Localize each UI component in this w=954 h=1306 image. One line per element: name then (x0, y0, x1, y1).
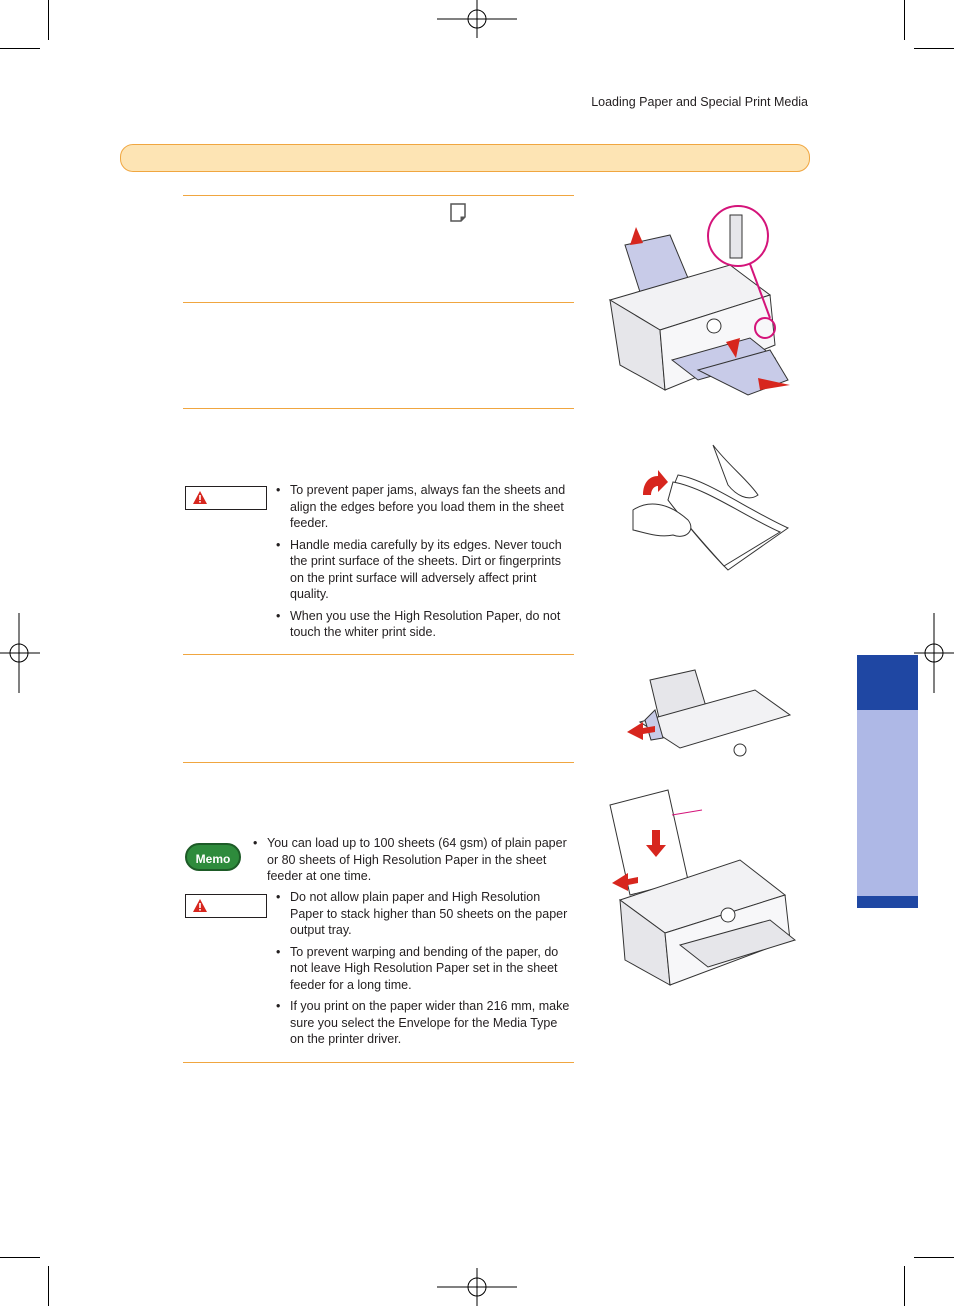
paper-guide-illustration (625, 660, 795, 760)
step-divider (183, 408, 574, 409)
list-item: • When you use the High Resolution Paper, do not touch the whiter print side. (276, 608, 574, 641)
step-divider (183, 762, 574, 763)
running-head: Loading Paper and Special Print Media (591, 95, 808, 109)
fanning-sheets-illustration (628, 440, 798, 580)
chapter-tab (857, 655, 918, 710)
list-item: • To prevent warping and bending of the paper, do not leave High Resolution Paper set in the sheet feeder for a long time. (276, 944, 574, 994)
memo-icon: Memo (185, 843, 241, 871)
list-item: • You can load up to 100 sheets (64 gsm) of plain paper or 80 sheets of High Resolution Paper in the sheet feeder at one time. (253, 835, 575, 885)
list-item: • To prevent paper jams, always fan the sheets and align the edges before you load them in the sheet feeder. (276, 482, 574, 532)
document-icon (450, 203, 468, 223)
printer-illustration (600, 200, 800, 400)
step-divider (183, 654, 574, 655)
step-divider (183, 302, 574, 303)
list-item: • If you print on the paper wider than 216 mm, make sure you select the Envelope for the Media Type on the printer driver. (276, 998, 574, 1048)
section-title-bar (120, 144, 810, 172)
step-divider (183, 1062, 574, 1063)
caution-icon (192, 490, 208, 505)
list-item: • Handle media carefully by its edges. Never touch the print surface of the sheets. Dirt or fingerprints on the print surface will adversely affect print quality. (276, 537, 574, 603)
caution-label (185, 894, 267, 918)
chapter-tab-foot (857, 896, 918, 908)
chapter-tab-body (857, 710, 918, 896)
caution-label (185, 486, 267, 510)
caution-list (276, 482, 574, 646)
load-paper-illustration (600, 785, 800, 985)
caution-icon (192, 898, 208, 913)
caution-list (276, 889, 574, 1053)
step-divider (183, 195, 574, 196)
memo-list (253, 835, 575, 890)
list-item: • Do not allow plain paper and High Resolution Paper to stack higher than 50 sheets on the paper output tray. (276, 889, 574, 939)
